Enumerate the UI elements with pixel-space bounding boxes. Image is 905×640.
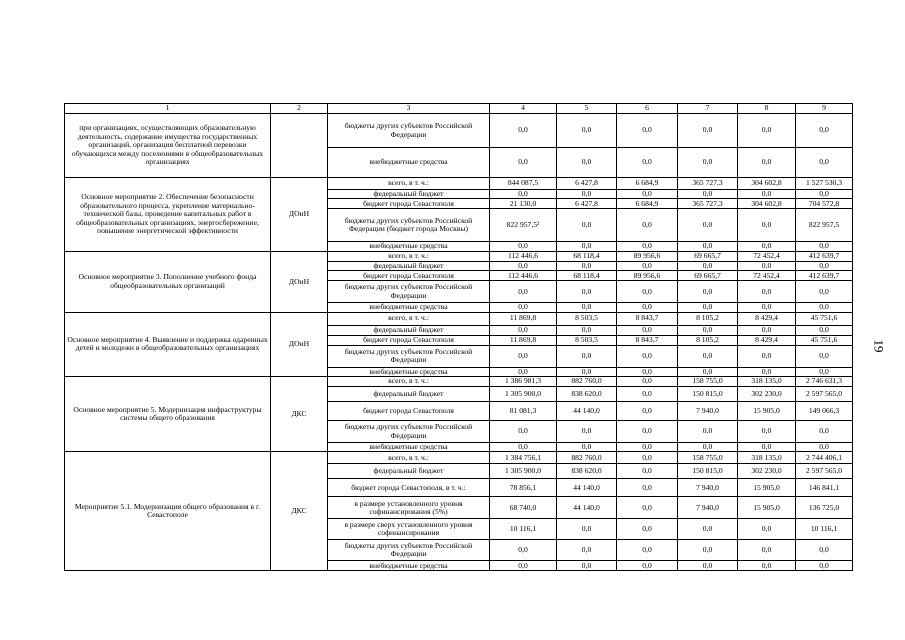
value-cell: 68 740,0: [490, 497, 557, 519]
value-cell: 0,0: [738, 325, 796, 335]
executor-cell: ДОиН: [271, 251, 328, 312]
value-cell: 0,0: [678, 281, 738, 303]
value-cell: 0,0: [557, 561, 617, 571]
value-cell: 0,0: [678, 190, 738, 199]
value-cell: 365 727,3: [678, 199, 738, 209]
value-cell: 0,0: [617, 387, 678, 402]
value-cell: 150 815,0: [678, 464, 738, 479]
executor-cell: ДОиН: [271, 178, 328, 252]
funding-source-cell: бюджет города Севастополя, в т. ч.:: [328, 479, 490, 497]
value-cell: 7 940,0: [678, 479, 738, 497]
value-cell: 318 135,0: [738, 452, 796, 464]
value-cell: 0,0: [557, 209, 617, 242]
funding-source-cell: всего, в т. ч.:: [328, 178, 490, 190]
funding-source-cell: бюджеты других субъектов Российской Федерации: [328, 114, 490, 148]
funding-source-cell: бюджет города Севастополя: [328, 335, 490, 345]
measure-name-cell: Основное мероприятие 4. Выявление и поддержка одаренных детей и молодежи в общеобразовательных организациях: [65, 312, 271, 376]
value-cell: 0,0: [796, 281, 853, 303]
value-cell: 838 620,0: [557, 387, 617, 402]
value-cell: 78 856,1: [490, 479, 557, 497]
value-cell: 0,0: [738, 209, 796, 242]
funding-source-cell: бюджеты других субъектов Российской Федерации: [328, 281, 490, 303]
value-cell: 8 429,4: [738, 335, 796, 345]
value-cell: 0,0: [678, 540, 738, 561]
col-header: 4: [490, 104, 557, 114]
value-cell: 6 427,8: [557, 199, 617, 209]
value-cell: 0,0: [617, 114, 678, 148]
value-cell: 0,0: [617, 452, 678, 464]
value-cell: 0,0: [490, 190, 557, 199]
value-cell: 2 597 565,0: [796, 464, 853, 479]
value-cell: 0,0: [557, 303, 617, 312]
executor-cell: ДОиН: [271, 312, 328, 376]
table-row: [65, 178, 853, 190]
value-cell: 2 746 631,3: [796, 377, 853, 387]
value-cell: 0,0: [617, 519, 678, 540]
value-cell: 0,0: [678, 561, 738, 571]
funding-source-cell: федеральный бюджет: [328, 464, 490, 479]
value-cell: 8 843,7: [617, 335, 678, 345]
value-cell: 0,0: [738, 261, 796, 270]
table-row: [65, 452, 853, 464]
value-cell: 68 118,4: [557, 271, 617, 281]
value-cell: 44 140,0: [557, 402, 617, 421]
funding-source-cell: в размере установленного уровня софинансирования (5%): [328, 497, 490, 519]
value-cell: 0,0: [796, 242, 853, 251]
value-cell: 2 597 565,0: [796, 387, 853, 402]
value-cell: 1 305 900,0: [490, 387, 557, 402]
value-cell: 0,0: [617, 479, 678, 497]
value-cell: 0,0: [738, 148, 796, 178]
value-cell: 0,0: [617, 325, 678, 335]
value-cell: 112 446,6: [490, 251, 557, 261]
value-cell: 2 744 406,1: [796, 452, 853, 464]
value-cell: 0,0: [490, 367, 557, 376]
funding-source-cell: федеральный бюджет: [328, 261, 490, 270]
value-cell: 0,0: [490, 325, 557, 335]
value-cell: 0,0: [617, 377, 678, 387]
value-cell: 0,0: [617, 190, 678, 199]
funding-source-cell: внебюджетные средства: [328, 303, 490, 312]
col-header: 8: [738, 104, 796, 114]
value-cell: 0,0: [738, 303, 796, 312]
page-number: 19: [871, 339, 887, 353]
value-cell: 72 452,4: [738, 251, 796, 261]
value-cell: 412 639,7: [796, 271, 853, 281]
funding-source-cell: внебюджетные средства: [328, 148, 490, 178]
value-cell: 0,0: [557, 261, 617, 270]
value-cell: 0,0: [738, 519, 796, 540]
value-cell: 0,0: [617, 402, 678, 421]
funding-source-cell: федеральный бюджет: [328, 190, 490, 199]
table-row: [65, 312, 853, 325]
col-header: 6: [617, 104, 678, 114]
funding-source-cell: бюджет города Севастополя: [328, 199, 490, 209]
funding-source-cell: бюджеты других субъектов Российской Федерации (бюджет города Москвы): [328, 209, 490, 242]
value-cell: 8 843,7: [617, 312, 678, 325]
value-cell: 838 620,0: [557, 464, 617, 479]
value-cell: 0,0: [678, 209, 738, 242]
funding-source-cell: бюджеты других субъектов Российской Федерации: [328, 421, 490, 443]
value-cell: 304 602,8: [738, 178, 796, 190]
funding-source-cell: бюджет города Севастополя: [328, 271, 490, 281]
value-cell: 0,0: [617, 497, 678, 519]
value-cell: 0,0: [557, 519, 617, 540]
value-cell: 844 087,5: [490, 178, 557, 190]
value-cell: 365 727,3: [678, 178, 738, 190]
value-cell: 15 905,0: [738, 479, 796, 497]
value-cell: 6 684,9: [617, 178, 678, 190]
executor-cell: ДКС: [271, 452, 328, 571]
measure-name-cell: Основное мероприятие 3. Пополнение учебного фонда общеобразовательных организаций: [65, 251, 271, 312]
value-cell: 0,0: [490, 443, 557, 452]
value-cell: 89 956,6: [617, 271, 678, 281]
value-cell: 149 066,3: [796, 402, 853, 421]
value-cell: 0,0: [796, 325, 853, 335]
value-cell: 0,0: [678, 114, 738, 148]
value-cell: 0,0: [557, 345, 617, 367]
value-cell: 0,0: [617, 209, 678, 242]
value-cell: 0,0: [678, 325, 738, 335]
value-cell: 45 751,6: [796, 335, 853, 345]
funding-source-cell: внебюджетные средства: [328, 443, 490, 452]
value-cell: 0,0: [617, 367, 678, 376]
value-cell: 68 118,4: [557, 251, 617, 261]
value-cell: 0,0: [617, 242, 678, 251]
value-cell: 0,0: [557, 114, 617, 148]
value-cell: 6 427,8: [557, 178, 617, 190]
funding-source-cell: внебюджетные средства: [328, 367, 490, 376]
value-cell: 0,0: [678, 443, 738, 452]
value-cell: 0,0: [796, 421, 853, 443]
value-cell: 7 940,0: [678, 497, 738, 519]
value-cell: 0,0: [490, 303, 557, 312]
col-header: 1: [65, 104, 271, 114]
value-cell: 0,0: [678, 261, 738, 270]
value-cell: 822 957,5: [796, 209, 853, 242]
value-cell: 1 386 981,3: [490, 377, 557, 387]
value-cell: 0,0: [557, 421, 617, 443]
value-cell: 0,0: [617, 148, 678, 178]
value-cell: 15 905,0: [738, 402, 796, 421]
value-cell: 146 841,1: [796, 479, 853, 497]
funding-source-cell: всего, в т. ч.:: [328, 377, 490, 387]
value-cell: 0,0: [557, 443, 617, 452]
value-cell: 136 725,0: [796, 497, 853, 519]
measure-name-cell: Основное мероприятие 2. Обеспечение безопасности образовательного процесса, укрепление материально-технической базы, проведение капитальных работ в общеобразовательных организациях, энергосбережение, повышение энергетической эффективности: [65, 178, 271, 252]
value-cell: 11 869,8: [490, 312, 557, 325]
value-cell: 0,0: [738, 114, 796, 148]
value-cell: 0,0: [617, 540, 678, 561]
value-cell: 158 755,0: [678, 452, 738, 464]
value-cell: 0,0: [738, 281, 796, 303]
value-cell: 21 130,0: [490, 199, 557, 209]
funding-source-cell: федеральный бюджет: [328, 387, 490, 402]
col-header: 3: [328, 104, 490, 114]
value-cell: 44 140,0: [557, 479, 617, 497]
value-cell: 72 452,4: [738, 271, 796, 281]
value-cell: 0,0: [678, 303, 738, 312]
value-cell: 0,0: [678, 367, 738, 376]
table-row: [65, 377, 853, 387]
value-cell: 0,0: [490, 242, 557, 251]
value-cell: 11 869,8: [490, 335, 557, 345]
value-cell: 112 446,6: [490, 271, 557, 281]
value-cell: 0,0: [557, 367, 617, 376]
value-cell: 150 815,0: [678, 387, 738, 402]
value-cell: 304 602,8: [738, 199, 796, 209]
value-cell: 1 527 530,3: [796, 178, 853, 190]
value-cell: 0,0: [617, 421, 678, 443]
value-cell: 0,0: [490, 561, 557, 571]
value-cell: 318 135,0: [738, 377, 796, 387]
value-cell: 0,0: [490, 261, 557, 270]
value-cell: 0,0: [490, 540, 557, 561]
value-cell: 1 384 756,1: [490, 452, 557, 464]
value-cell: 0,0: [557, 242, 617, 251]
value-cell: 0,0: [738, 367, 796, 376]
budget-table: [64, 103, 853, 571]
value-cell: 0,0: [678, 148, 738, 178]
value-cell: 0,0: [678, 242, 738, 251]
value-cell: 0,0: [557, 325, 617, 335]
value-cell: 6 684,9: [617, 199, 678, 209]
value-cell: 69 665,7: [678, 251, 738, 261]
funding-source-cell: всего, в т. ч.:: [328, 452, 490, 464]
value-cell: 8 503,5: [557, 335, 617, 345]
value-cell: 1 305 900,0: [490, 464, 557, 479]
value-cell: 81 081,3: [490, 402, 557, 421]
value-cell: 0,0: [617, 561, 678, 571]
value-cell: 0,0: [557, 148, 617, 178]
value-cell: 8 105,2: [678, 335, 738, 345]
value-cell: 0,0: [678, 345, 738, 367]
value-cell: 0,0: [678, 421, 738, 443]
funding-source-cell: бюджеты других субъектов Российской Федерации: [328, 345, 490, 367]
table-row: [65, 114, 853, 148]
value-cell: 0,0: [557, 540, 617, 561]
value-cell: 0,0: [490, 421, 557, 443]
value-cell: 0,0: [738, 242, 796, 251]
value-cell: 822 957,5²: [490, 209, 557, 242]
value-cell: 0,0: [617, 443, 678, 452]
table-row: [65, 251, 853, 261]
value-cell: 0,0: [678, 519, 738, 540]
funding-source-cell: в размере сверх установленного уровня софинансирования: [328, 519, 490, 540]
value-cell: 0,0: [738, 540, 796, 561]
value-cell: 0,0: [617, 261, 678, 270]
value-cell: 8 105,2: [678, 312, 738, 325]
funding-source-cell: внебюджетные средства: [328, 561, 490, 571]
value-cell: 0,0: [557, 281, 617, 303]
value-cell: 0,0: [796, 443, 853, 452]
value-cell: 8 503,5: [557, 312, 617, 325]
value-cell: 302 230,0: [738, 464, 796, 479]
value-cell: 158 755,0: [678, 377, 738, 387]
value-cell: 0,0: [738, 421, 796, 443]
value-cell: 45 751,6: [796, 312, 853, 325]
value-cell: 8 429,4: [738, 312, 796, 325]
value-cell: 0,0: [796, 114, 853, 148]
value-cell: 0,0: [796, 148, 853, 178]
value-cell: 7 940,0: [678, 402, 738, 421]
value-cell: 0,0: [796, 190, 853, 199]
col-header: 7: [678, 104, 738, 114]
executor-cell: ДКС: [271, 377, 328, 452]
value-cell: 0,0: [796, 561, 853, 571]
value-cell: 10 116,1: [796, 519, 853, 540]
value-cell: 0,0: [738, 443, 796, 452]
value-cell: 89 956,6: [617, 251, 678, 261]
value-cell: 0,0: [617, 464, 678, 479]
col-header: 5: [557, 104, 617, 114]
value-cell: 15 905,0: [738, 497, 796, 519]
measure-name-cell: Основное мероприятие 5. Модернизация инфраструктуры системы общего образования: [65, 377, 271, 452]
col-header: 2: [271, 104, 328, 114]
value-cell: 882 760,0: [557, 377, 617, 387]
funding-source-cell: бюджеты других субъектов Российской Федерации: [328, 540, 490, 561]
value-cell: 0,0: [738, 561, 796, 571]
value-cell: 0,0: [490, 114, 557, 148]
value-cell: 0,0: [490, 345, 557, 367]
measure-name-cell: при организациях, осуществляющих образовательную деятельность, содержание имущества государственных организаций, организация бесплатной перевозки обучающихся между поселениями в общеобразовательных организациях: [65, 114, 271, 178]
value-cell: 0,0: [796, 303, 853, 312]
column-header-row: [65, 104, 853, 114]
executor-cell: [271, 114, 328, 178]
funding-source-cell: федеральный бюджет: [328, 325, 490, 335]
value-cell: 10 116,1: [490, 519, 557, 540]
value-cell: 0,0: [796, 540, 853, 561]
value-cell: 0,0: [617, 281, 678, 303]
value-cell: 0,0: [617, 303, 678, 312]
value-cell: 0,0: [796, 345, 853, 367]
funding-source-cell: внебюджетные средства: [328, 242, 490, 251]
col-header: 9: [796, 104, 853, 114]
value-cell: 0,0: [490, 148, 557, 178]
value-cell: 0,0: [796, 367, 853, 376]
measure-name-cell: Мероприятие 5.1. Модернизация общего образования в г. Севастополе: [65, 452, 271, 571]
value-cell: 0,0: [738, 345, 796, 367]
value-cell: 412 639,7: [796, 251, 853, 261]
value-cell: 0,0: [796, 261, 853, 270]
value-cell: 0,0: [738, 190, 796, 199]
funding-source-cell: всего, в т. ч.:: [328, 251, 490, 261]
value-cell: 704 572,8: [796, 199, 853, 209]
value-cell: 302 230,0: [738, 387, 796, 402]
value-cell: 69 665,7: [678, 271, 738, 281]
value-cell: 44 140,0: [557, 497, 617, 519]
value-cell: 0,0: [490, 281, 557, 303]
value-cell: 0,0: [557, 190, 617, 199]
value-cell: 0,0: [617, 345, 678, 367]
value-cell: 882 760,0: [557, 452, 617, 464]
funding-source-cell: бюджет города Севастополя: [328, 402, 490, 421]
funding-source-cell: всего, в т. ч.:: [328, 312, 490, 325]
